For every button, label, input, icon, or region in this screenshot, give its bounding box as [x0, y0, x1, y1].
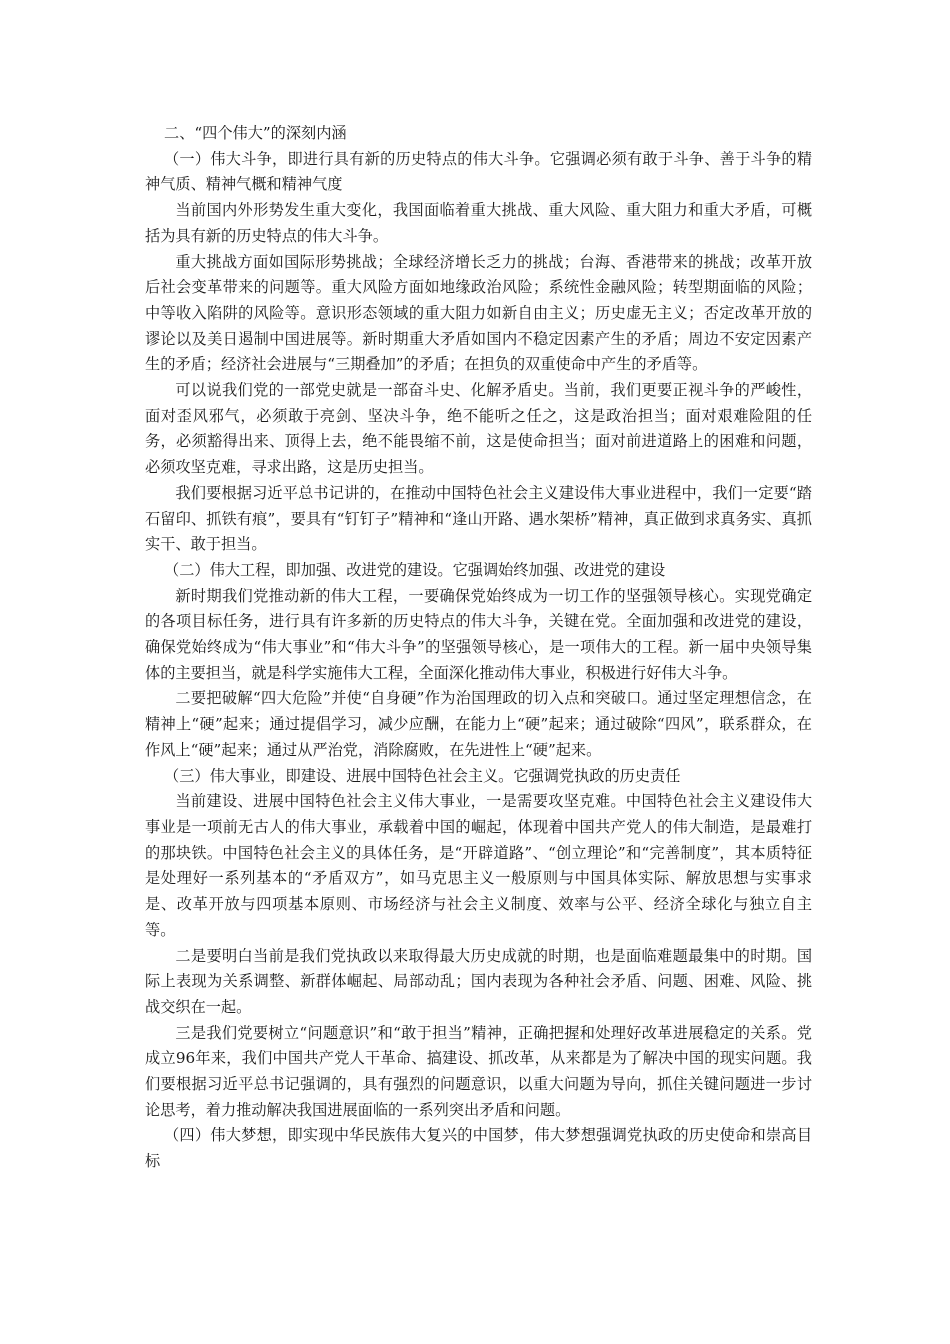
subsection-heading-struggle: （一）伟大斗争，即进行具有新的历史特点的伟大斗争。它强调必须有敢于斗争、善于斗争的精神气质、精神气概和精神气度 — [145, 149, 812, 194]
subsection-heading-project: （二）伟大工程，即加强、改进党的建设。它强调始终加强、改进党的建设 — [164, 560, 666, 579]
section-heading: 二、“四个伟大”的深刻内涵 — [164, 124, 347, 142]
subsection-heading-cause: （三）伟大事业，即建设、进展中国特色社会主义。它强调党执政的历史责任 — [164, 766, 681, 785]
subsection-heading-dream: （四）伟大梦想，即实现中华民族伟大复兴的中国梦，伟大梦想强调党执政的历史使命和崇高目标 — [145, 1126, 812, 1171]
paragraph: 我们要根据习近平总书记讲的，在推动中国特色社会主义建设伟大事业进程中，我们一定要“踏石留印、抓铁有痕”，要具有“钉钉子”精神和“逢山开路、遇水架桥”精神，真正做到求真务实、真抓实干、敢于担当。 — [145, 483, 812, 554]
paragraph: 重大挑战方面如国际形势挑战；全球经济增长乏力的挑战；台海、香港带来的挑战；改革开放后社会变革带来的问题等。重大风险方面如地缘政治风险；系统性金融风险；转型期面临的风险；中等收入陷阱的风险等。意识形态领域的重大阻力如新自由主义；历史虚无主义；否定改革开放的谬论以及美日遏制中国进展等。新时期重大矛盾如国内不稳定因素产生的矛盾；周边不安定因素产生的矛盾；经济社会进展与“三期叠加”的矛盾；在担负的双重使命中产生的矛盾等。 — [145, 252, 812, 374]
paragraph: 二要把破解“四大危险”并使“自身硬”作为治国理政的切入点和突破口。通过坚定理想信念，在精神上“硬”起来；通过提倡学习，减少应酬，在能力上“硬”起来；通过破除“四风”，联系群众，在作风上“硬”起来；通过从严治党，消除腐败，在先进性上“硬”起来。 — [145, 689, 812, 759]
paragraph: 当前国内外形势发生重大变化，我国面临着重大挑战、重大风险、重大阻力和重大矛盾，可概括为具有新的历史特点的伟大斗争。 — [145, 201, 812, 245]
document-body — [145, 121, 812, 1175]
paragraph: 当前建设、进展中国特色社会主义伟大事业，一是需要攻坚克难。中国特色社会主义建设伟大事业是一项前无古人的伟大事业，承载着中国的崛起，体现着中国共产党人的伟大制造，是最难打的那块铁。中国特色社会主义的具体任务，是“开辟道路”、“创立理论”和“完善制度”，其本质特征是处理好一系列基本的“矛盾双方”，如马克思主义一般原则与中国具体实际、解放思想与实事求是、改革开放与四项基本原则、市场经济与社会主义制度、效率与公平、经济全球化与独立自主等。 — [145, 792, 812, 939]
paragraph: 二是要明白当前是我们党执政以来取得最大历史成就的时期，也是面临难题最集中的时期。国际上表现为关系调整、新群体崛起、局部动乱；国内表现为各种社会矛盾、问题、困难、风险、挑战交织在一起。 — [145, 946, 812, 1016]
paragraph: 可以说我们党的一部党史就是一部奋斗史、化解矛盾史。当前，我们更要正视斗争的严峻性，面对歪风邪气，必须敢于亮剑、坚决斗争，绝不能听之任之，这是政治担当；面对艰难险阻的任务，必须豁得出来、顶得上去，绝不能畏缩不前，这是使命担当；面对前进道路上的困难和问题，必须攻坚克难，寻求出路，这是历史担当。 — [145, 381, 812, 477]
paragraph: 三是我们党要树立“问题意识”和“敢于担当”精神，正确把握和处理好改革进展稳定的关系。党成立96年来，我们中国共产党人干革命、搞建设、抓改革，从来都是为了解决中国的现实问题。我们要根据习近平总书记强调的，具有强烈的问题意识，以重大问题为导向，抓住关键问题进一步讨论思考，着力推动解决我国进展面临的一系列突出矛盾和问题。 — [145, 1023, 812, 1119]
paragraph: 新时期我们党推动新的伟大工程，一要确保党始终成为一切工作的坚强领导核心。实现党确定的各项目标任务，进行具有许多新的历史特点的伟大斗争，关键在党。全面加强和改进党的建设，确保党始终成为“伟大事业”和“伟大斗争”的坚强领导核心，是一项伟大的工程。新一届中央领导集体的主要担当，就是科学实施伟大工程，全面深化推动伟大事业，积极进行好伟大斗争。 — [145, 586, 812, 682]
